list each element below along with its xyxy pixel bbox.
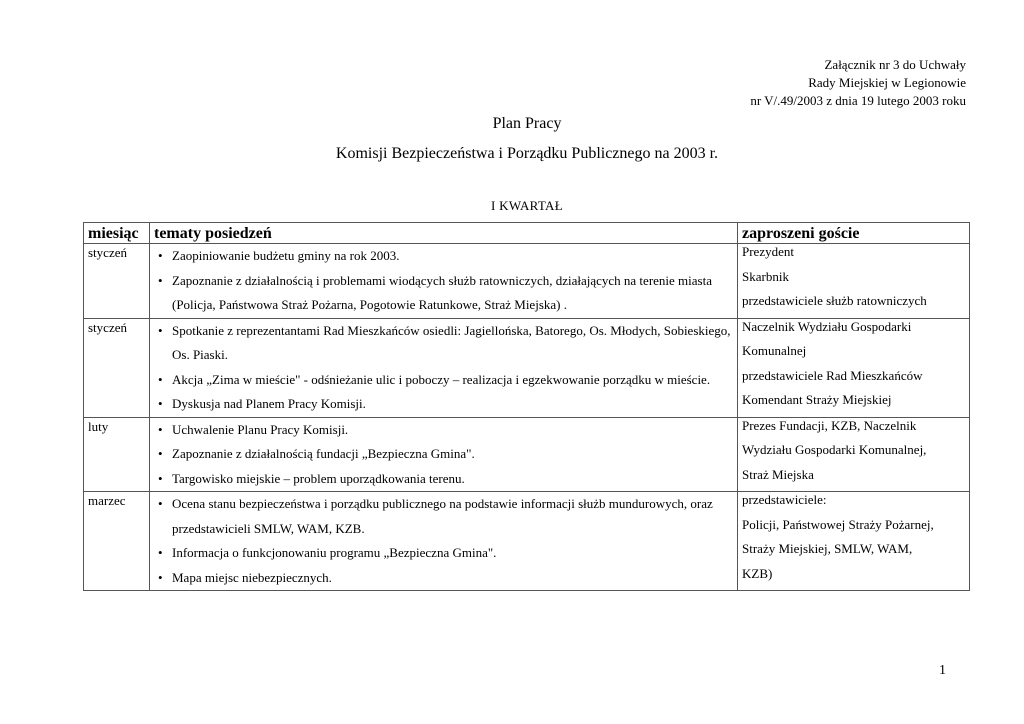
topic-item: • Uchwalenie Planu Pracy Komisji. xyxy=(172,418,733,443)
section-heading: I KWARTAŁ xyxy=(490,198,563,213)
plan-table xyxy=(83,222,970,591)
month-cell: marzec xyxy=(84,492,150,591)
bullet-icon: • xyxy=(158,248,163,263)
topic-item: • Spotkanie z reprezentantami Rad Mieszkańców osiedli: Jagiellońska, Batorego, Os. Młodych, Sobieskiego, Os. Piaski. xyxy=(172,319,733,368)
topic-item: • Ocena stanu bezpieczeństwa i porządku publicznego na podstawie informacji służb mundurowych, oraz przedstawicieli SMLW, WAM, KZB. xyxy=(172,492,733,541)
guest-line: Straży Miejskiej, SMLW, WAM, xyxy=(742,541,913,556)
table-header-row xyxy=(84,223,970,244)
guest-line: przedstawiciele: xyxy=(742,492,827,507)
bullet-icon: • xyxy=(158,496,163,511)
table-row xyxy=(84,318,970,417)
bullet-icon: • xyxy=(158,470,163,486)
topic-item: • Mapa miejsc niebezpiecznych. xyxy=(172,566,733,591)
header-month: miesiąc xyxy=(84,223,150,244)
topic-item: • Targowisko miejskie – problem uporządkowania terenu. xyxy=(172,467,733,492)
attachment-line-1: Załącznik nr 3 do Uchwały xyxy=(824,57,966,72)
header-topics: tematy posiedzeń xyxy=(150,223,738,244)
guest-line: przedstawiciele Rad Mieszkańców xyxy=(742,367,923,383)
guest-line: Policji, Państwowej Straży Pożarnej, xyxy=(742,516,934,532)
bullet-icon: • xyxy=(158,569,163,585)
month-cell: styczeń xyxy=(84,318,150,417)
topic-item: • Zaopiniowanie budżetu gminy na rok 2003. xyxy=(172,244,733,269)
attachment-line-2: Rady Miejskiej w Legionowie xyxy=(808,75,966,90)
document-title: Plan Pracy xyxy=(492,115,562,132)
bullet-icon: • xyxy=(158,272,163,288)
guests-cell xyxy=(738,244,970,319)
bullet-icon: • xyxy=(158,371,163,387)
header-guests: zaproszeni goście xyxy=(738,223,970,244)
topic-item: • Akcja „Zima w mieście" - odśnieżanie ulic i poboczy – realizacja i egzekwowanie porządku w mieście. xyxy=(172,368,733,393)
month-cell: luty xyxy=(84,417,150,492)
topics-cell xyxy=(150,417,738,492)
bullet-icon: • xyxy=(158,396,163,411)
bullet-icon: • xyxy=(158,545,163,560)
topics-cell xyxy=(150,492,738,591)
guests-cell xyxy=(738,417,970,492)
table-row xyxy=(84,492,970,591)
topic-item: • Dyskusja nad Planem Pracy Komisji. xyxy=(172,392,733,417)
topics-cell xyxy=(150,244,738,319)
guest-line: Naczelnik Wydziału Gospodarki xyxy=(742,318,912,334)
page-number: 1 xyxy=(939,663,946,678)
guest-line: Wydziału Gospodarki Komunalnej, xyxy=(742,442,927,457)
bullet-icon: • xyxy=(158,322,163,338)
guest-line: Skarbnik xyxy=(742,268,789,284)
document-subtitle: Komisji Bezpieczeństwa i Porządku Publicznego na 2003 r. xyxy=(335,145,719,162)
topic-item: • Zapoznanie z działalnością fundacji „Bezpieczna Gmina". xyxy=(172,442,733,467)
topic-item: • Informacja o funkcjonowaniu programu „Bezpieczna Gmina". xyxy=(172,541,733,566)
attachment-line-3: nr V/.49/2003 z dnia 19 lutego 2003 roku xyxy=(750,93,966,108)
topics-cell xyxy=(150,318,738,417)
guest-line: Komunalnej xyxy=(742,343,807,358)
attachment-note xyxy=(750,56,966,110)
guest-line: KZB) xyxy=(742,565,773,581)
bullet-icon: • xyxy=(158,421,163,437)
table-row xyxy=(84,244,970,319)
guest-line: Prezes Fundacji, KZB, Naczelnik xyxy=(742,417,917,433)
topic-item: • Zapoznanie z działalnością i problemami wiodących służb ratowniczych, działających na terenie miasta (Policja, Państwowa Straż Pożarna, Pogotowie Ratunkowe, Straż Miejska) . xyxy=(172,269,733,318)
guest-line: przedstawiciele służb ratowniczych xyxy=(742,293,927,308)
bullet-icon: • xyxy=(158,446,163,461)
month-cell: styczeń xyxy=(84,244,150,319)
guests-cell xyxy=(738,318,970,417)
guest-line: Straż Miejska xyxy=(742,466,814,482)
table-row xyxy=(84,417,970,492)
guest-line: Prezydent xyxy=(742,244,794,259)
guest-line: Komendant Straży Miejskiej xyxy=(742,392,892,407)
guests-cell xyxy=(738,492,970,591)
